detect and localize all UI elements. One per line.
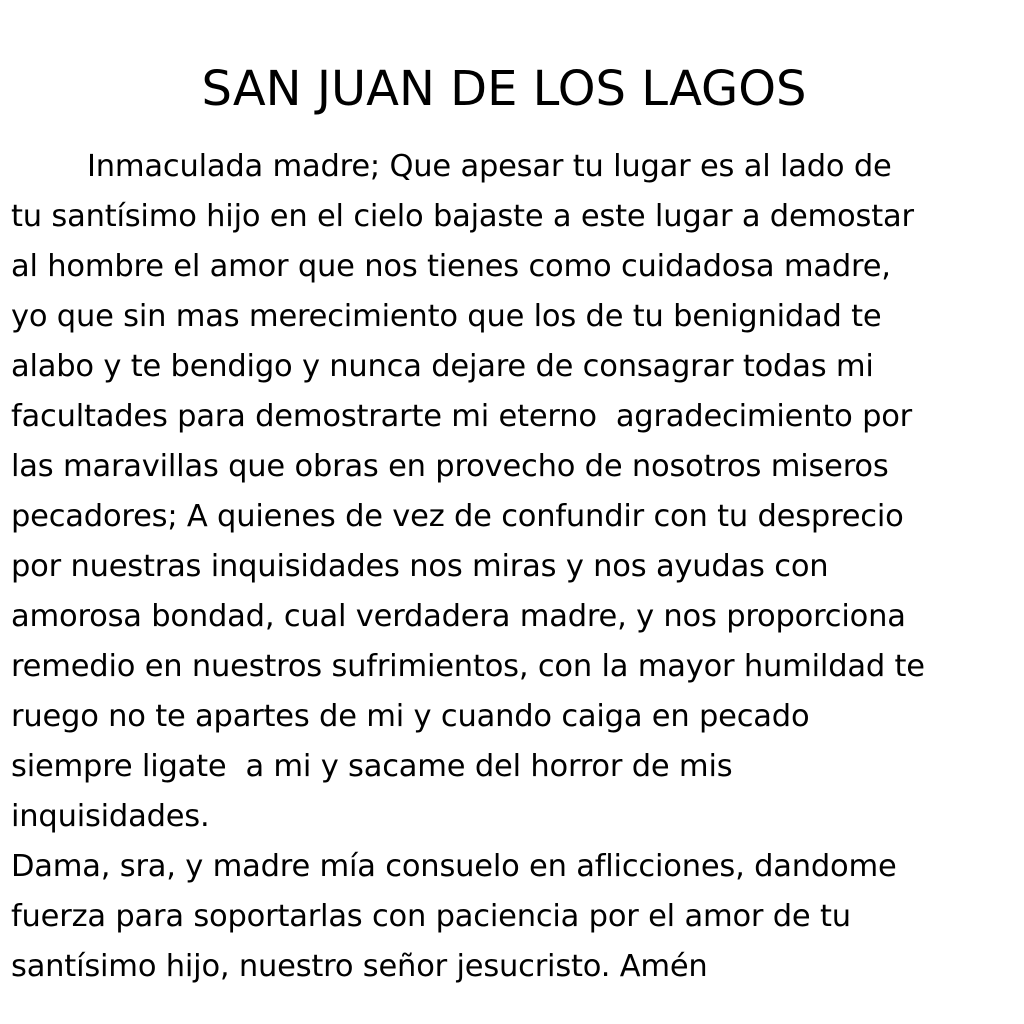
text-line: pecadores; A quienes de vez de confundir con tu desprecio [11,499,904,534]
text-line: remedio en nuestros sufrimientos, con la mayor humildad te [11,649,925,684]
text-line: al hombre el amor que nos tienes como cuidadosa madre, [11,249,891,284]
text-line: santísimo hijo, nuestro señor jesucristo. Amén [11,949,708,984]
text-line: Dama, sra, y madre mía consuelo en aflicciones, dandome [11,849,897,884]
text-line: facultades para demostrarte mi eterno agradecimiento por [11,399,913,434]
text-line: tu santísimo hijo en el cielo bajaste a este lugar a demostar [11,199,914,234]
text-line: por nuestras inquisidades nos miras y nos ayudas con [11,549,829,584]
text-line: alabo y te bendigo y nunca dejare de consagrar todas mi [11,349,874,384]
text-line: Inmaculada madre; Que apesar tu lugar es al lado de [11,149,892,184]
text-line: amorosa bondad, cual verdadera madre, y nos proporciona [11,599,906,634]
text-line: yo que sin mas merecimiento que los de tu benignidad te [11,299,882,334]
prayer-text [11,142,1011,992]
text-line: las maravillas que obras en provecho de nosotros miseros [11,449,889,484]
text-line: fuerza para soportarlas con paciencia por el amor de tu [11,899,851,934]
text-line: ruego no te apartes de mi y cuando caiga en pecado [11,699,810,734]
text-line: siempre ligate a mi y sacame del horror de mis [11,749,733,784]
document-title: SAN JUAN DE LOS LAGOS [201,61,807,117]
text-line: inquisidades. [11,799,210,834]
